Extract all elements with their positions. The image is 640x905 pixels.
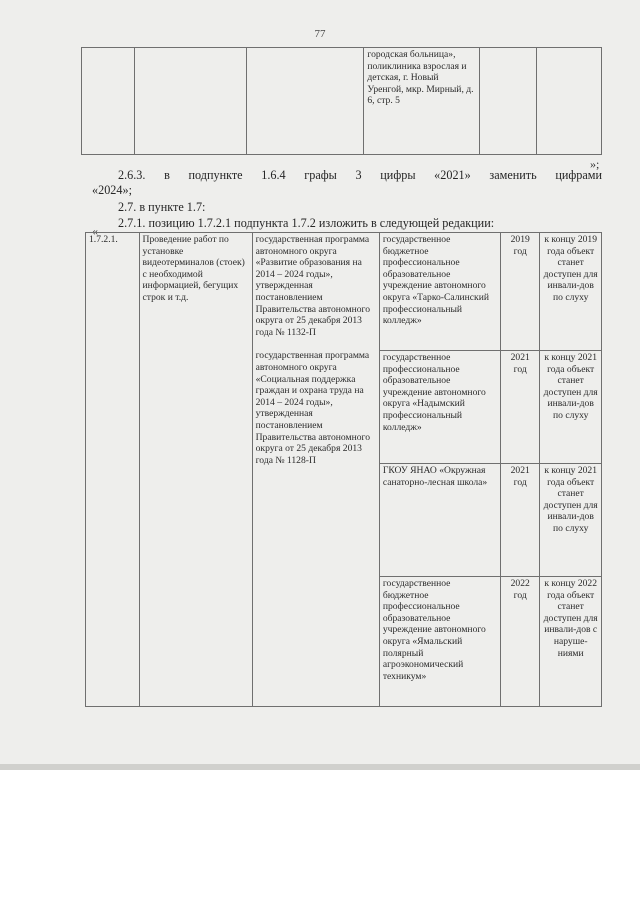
program-1: государственная программа автономного округа «Развитие образования на 2014 – 2024 годы», утвержденная постановлением Правительства автономного округа от 25 декабря 2013 года № 1132-П <box>255 234 371 338</box>
program-2: государственная программа автономного округа «Социальная поддержка граждан и охрана труда на 2014 – 2024 годы», утвержденная постановлением Правительства автономного округа от 25 декабря 2013 года № 1128-П <box>255 350 371 466</box>
paragraph-2-6-3-line1: 2.6.3. в подпункте 1.6.4 графы 3 цифры «2021» заменить цифрами <box>118 168 602 182</box>
executor-cell: государственное профессиональное образовательное учреждение автономного округа «Надымский профессиональный колледж» <box>379 351 500 464</box>
paragraph-2-6-3-line2: «2024»; <box>92 183 132 197</box>
table-cell <box>82 48 135 155</box>
program-cell <box>252 233 379 707</box>
measures-table <box>85 232 602 707</box>
continued-table <box>81 47 602 155</box>
scan-edge <box>0 764 640 770</box>
table-row <box>86 233 602 351</box>
opening-quote: « <box>92 224 98 238</box>
executor-cell: государственное бюджетное профессиональное образовательное учреждение автономного округа «Ямальский полярный агроэкономический техникум» <box>379 577 500 707</box>
page-number: 77 <box>314 28 326 40</box>
deadline-cell: 2021 год <box>501 351 540 464</box>
deadline-cell: 2022 год <box>501 577 540 707</box>
table-row <box>82 48 602 155</box>
result-cell: к концу 2019 года объект станет доступен для инвали-дов по слуху <box>540 233 602 351</box>
position-code: 1.7.2.1. <box>86 233 140 707</box>
result-cell: к концу 2022 года объект станет доступен для инвали-дов с наруше-ниями <box>540 577 602 707</box>
deadline-cell: 2019 год <box>501 233 540 351</box>
paragraph-2-7: 2.7. в пункте 1.7: <box>118 200 206 214</box>
result-cell: к концу 2021 года объект станет доступен для инвали-дов по слуху <box>540 351 602 464</box>
executor-cell: государственное бюджетное профессиональное образовательное учреждение автономного округа «Тарко-Салинский профессиональный колледж» <box>379 233 500 351</box>
deadline-cell: 2021 год <box>501 464 540 577</box>
table-cell: городская больница», поликлиника взрослая и детская, г. Новый Уренгой, мкр. Мирный, д. 6, стр. 5 <box>364 48 480 155</box>
table-cell <box>537 48 602 155</box>
paragraph-2-7-1: 2.7.1. позицию 1.7.2.1 подпункта 1.7.2 изложить в следующей редакции: <box>118 216 495 230</box>
table-cell <box>480 48 537 155</box>
result-cell: к концу 2021 года объект станет доступен для инвали-дов по слуху <box>540 464 602 577</box>
table-cell <box>134 48 246 155</box>
closing-quote: »; <box>590 157 600 171</box>
table-cell <box>246 48 364 155</box>
activity-description: Проведение работ по установке видеотерминалов (стоек) с необходимой информацией, бегущих строк и т.д. <box>139 233 252 707</box>
executor-cell: ГКОУ ЯНАО «Окружная санаторно-лесная школа» <box>379 464 500 577</box>
